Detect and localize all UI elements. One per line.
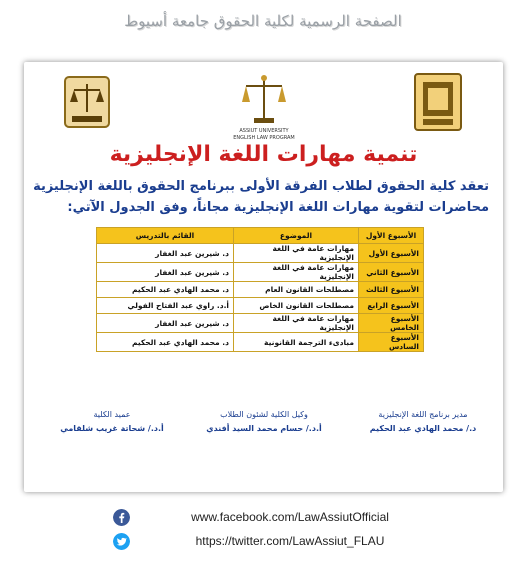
intro-line-2: محاضرات لتقوية مهارات اللغة الإنجليزية مجاناً، وفق الجدول الآتي:: [67, 200, 489, 215]
week-cell: الأسبوع الخامس: [359, 314, 424, 333]
twitter-row: [0, 532, 526, 552]
signature-title: وكيل الكلية لشئون الطلاب: [220, 410, 308, 419]
header-week: الأسبوع الأول: [359, 228, 424, 244]
facebook-link[interactable]: www.facebook.com/LawAssiutOfficial: [191, 510, 389, 524]
intro-line-1: تعقد كلية الحقوق لطلاب الفرقة الأولى ببرنامج الحقوق باللغة الإنجليزية: [33, 179, 489, 194]
signature-vice-dean: [194, 408, 334, 436]
university-name-en: ASSIUT UNIVERSITY: [239, 128, 289, 134]
topic-cell: مصطلحات القانون الخاص: [234, 298, 359, 314]
signature-program-director: [353, 408, 493, 436]
table-row: [97, 244, 424, 263]
topic-cell: مهارات عامة في اللغة الإنجليزية: [234, 244, 359, 263]
instructor-cell: د. محمد الهادي عبد الحكيم: [97, 282, 234, 298]
week-cell: الأسبوع الرابع: [359, 298, 424, 314]
header-instructor: القائم بالتدريس: [97, 228, 234, 244]
facebook-icon[interactable]: [113, 509, 130, 526]
week-cell: الأسبوع الأول: [359, 244, 424, 263]
topic-cell: مصطلحات القانون العام: [234, 282, 359, 298]
signature-dean: [42, 408, 182, 436]
faculty-of-law-logo: [64, 76, 110, 128]
header-topic: الموضوع: [234, 228, 359, 244]
table-row: [97, 314, 424, 333]
table-row: [97, 263, 424, 282]
topic-cell: مهارات عامة في اللغة الإنجليزية: [234, 314, 359, 333]
signature-title: عميد الكلية: [93, 410, 131, 419]
signature-title: مدير برنامج اللغة الإنجليزية: [378, 410, 468, 419]
topic-cell: مهارات عامة في اللغة الإنجليزية: [234, 263, 359, 282]
schedule-table: [96, 227, 424, 352]
assiut-university-logo: [413, 72, 463, 132]
signature-name: أ.د./ شحاتة غريب شلقامي: [60, 424, 164, 433]
scales-of-justice-logo: [238, 72, 290, 130]
table-row: [97, 298, 424, 314]
twitter-icon[interactable]: [113, 533, 130, 550]
signature-name: أ.د./ حسام محمد السيد أفندي: [206, 424, 322, 433]
week-cell: الأسبوع السادس: [359, 333, 424, 352]
announcement-card: [24, 62, 503, 492]
week-cell: الأسبوع الثاني: [359, 263, 424, 282]
page-banner: الصفحة الرسمية لكلية الحقوق جامعة أسيوط: [124, 12, 402, 30]
instructor-cell: أ.د. راوي عبد الفتاح الفولي: [97, 298, 234, 314]
instructor-cell: د. محمد الهادي عبد الحكيم: [97, 333, 234, 352]
table-row: [97, 282, 424, 298]
table-row: [97, 333, 424, 352]
twitter-link[interactable]: https://twitter.com/LawAssiut_FLAU: [195, 534, 385, 548]
university-caption: [204, 128, 324, 142]
instructor-cell: د. شيرين عبد الغفار: [97, 314, 234, 333]
page-title: تنمية مهارات اللغة الإنجليزية: [109, 142, 418, 167]
program-name-en: ENGLISH LAW PROGRAM: [233, 135, 295, 141]
instructor-cell: د. شيرين عبد الغفار: [97, 263, 234, 282]
facebook-row: [0, 508, 526, 528]
instructor-cell: د. شيرين عبد الغفار: [97, 244, 234, 263]
signature-name: د./ محمد الهادي عبد الحكيم: [369, 424, 477, 433]
table-header-row: [97, 228, 424, 244]
topic-cell: مبادىء الترجمة القانونية: [234, 333, 359, 352]
week-cell: الأسبوع الثالث: [359, 282, 424, 298]
